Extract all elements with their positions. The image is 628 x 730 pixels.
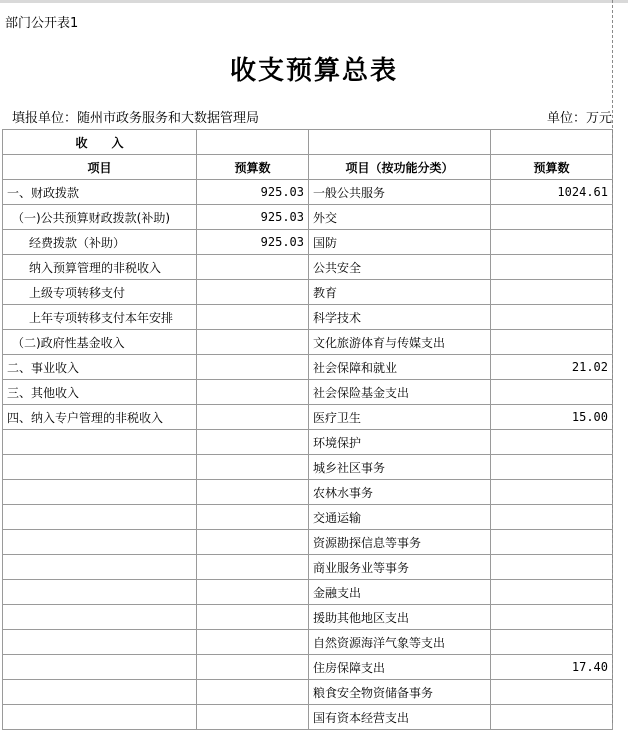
expense-item-cell[interactable]: 医疗卫生 <box>309 405 491 430</box>
income-budget-cell[interactable] <box>197 305 309 330</box>
table-row <box>3 330 613 355</box>
expense-item-cell[interactable]: 农林水事务 <box>309 480 491 505</box>
expense-budget-cell[interactable] <box>491 205 613 230</box>
expense-group-header[interactable] <box>309 130 491 155</box>
expense-budget-cell[interactable]: 21.02 <box>491 355 613 380</box>
income-item-cell[interactable]: 一、财政拨款 <box>3 180 197 205</box>
income-budget-cell[interactable] <box>197 405 309 430</box>
expense-budget-cell[interactable]: 17.40 <box>491 655 613 680</box>
expense-item-cell[interactable]: 援助其他地区支出 <box>309 605 491 630</box>
income-item-cell[interactable] <box>3 680 197 705</box>
expense-item-cell[interactable]: 交通运输 <box>309 505 491 530</box>
income-budget-cell[interactable] <box>197 330 309 355</box>
income-budget-cell[interactable] <box>197 255 309 280</box>
income-group-header-extension[interactable] <box>197 130 309 155</box>
income-budget-cell[interactable] <box>197 455 309 480</box>
currency-unit: 单位：万元 <box>546 111 612 126</box>
expense-budget-cell[interactable] <box>491 705 613 730</box>
income-item-cell[interactable]: 四、纳入专户管理的非税收入 <box>3 405 197 430</box>
table-header-row <box>3 130 613 155</box>
income-item-cell[interactable] <box>3 580 197 605</box>
income-item-cell[interactable] <box>3 630 197 655</box>
col-item-header[interactable]: 项目 <box>3 155 197 180</box>
table-row <box>3 355 613 380</box>
col-budget2-header[interactable]: 预算数 <box>491 155 613 180</box>
table-row <box>3 605 613 630</box>
expense-budget-cell[interactable] <box>491 530 613 555</box>
reporting-unit: 填报单位：随州市政务服务和大数据管理局 <box>12 111 260 126</box>
income-budget-cell[interactable] <box>197 580 309 605</box>
income-budget-cell[interactable]: 925.03 <box>197 205 309 230</box>
income-budget-cell[interactable] <box>197 605 309 630</box>
table-row <box>3 205 613 230</box>
income-item-cell[interactable] <box>3 480 197 505</box>
income-item-cell[interactable]: 纳入预算管理的非税收入 <box>3 255 197 280</box>
table-body <box>3 180 613 730</box>
col-budget-header[interactable]: 预算数 <box>197 155 309 180</box>
sheet-label: 部门公开表1 <box>5 16 79 31</box>
expense-budget-cell[interactable] <box>491 330 613 355</box>
page-break-line <box>612 0 613 723</box>
expense-item-cell[interactable]: 教育 <box>309 280 491 305</box>
income-item-cell[interactable]: 上年专项转移支付本年安排 <box>3 305 197 330</box>
expense-item-cell[interactable]: 国防 <box>309 230 491 255</box>
income-item-cell[interactable]: （二)政府性基金收入 <box>3 330 197 355</box>
income-item-cell[interactable]: （一)公共预算财政拨款(补助) <box>3 205 197 230</box>
expense-item-cell[interactable]: 公共安全 <box>309 255 491 280</box>
income-item-cell[interactable]: 三、其他收入 <box>3 380 197 405</box>
expense-budget-cell[interactable] <box>491 680 613 705</box>
expense-budget-cell[interactable]: 1024.61 <box>491 180 613 205</box>
table-row <box>3 230 613 255</box>
income-item-cell[interactable]: 二、事业收入 <box>3 355 197 380</box>
income-budget-cell[interactable]: 925.03 <box>197 180 309 205</box>
expense-budget-cell[interactable] <box>491 455 613 480</box>
table-row <box>3 380 613 405</box>
table-row <box>3 705 613 730</box>
expense-item-cell[interactable]: 自然资源海洋气象等支出 <box>309 630 491 655</box>
expense-item-cell[interactable]: 文化旅游体育与传媒支出 <box>309 330 491 355</box>
expense-item-cell[interactable]: 社会保险基金支出 <box>309 380 491 405</box>
expense-budget-cell[interactable] <box>491 230 613 255</box>
income-item-cell[interactable]: 上级专项转移支付 <box>3 280 197 305</box>
expense-item-cell[interactable]: 外交 <box>309 205 491 230</box>
income-budget-cell[interactable] <box>197 630 309 655</box>
expense-budget-cell[interactable] <box>491 630 613 655</box>
expense-budget-cell[interactable] <box>491 280 613 305</box>
income-budget-cell[interactable] <box>197 530 309 555</box>
table-row <box>3 630 613 655</box>
expense-budget-cell[interactable] <box>491 605 613 630</box>
expense-item-cell[interactable]: 社会保障和就业 <box>309 355 491 380</box>
page-title: 收支预算总表 <box>229 56 398 86</box>
table-row <box>3 180 613 205</box>
income-budget-cell[interactable] <box>197 555 309 580</box>
income-item-cell[interactable] <box>3 605 197 630</box>
income-budget-cell[interactable] <box>197 655 309 680</box>
income-budget-cell[interactable] <box>197 680 309 705</box>
income-item-cell[interactable] <box>3 430 197 455</box>
income-item-cell[interactable] <box>3 705 197 730</box>
income-budget-cell[interactable] <box>197 380 309 405</box>
column-header-strip <box>0 0 628 3</box>
table-row <box>3 580 613 605</box>
expense-budget-cell[interactable] <box>491 480 613 505</box>
expense-item-cell[interactable]: 环境保护 <box>309 430 491 455</box>
budget-table <box>2 129 613 730</box>
expense-item-cell[interactable]: 资源勘探信息等事务 <box>309 530 491 555</box>
expense-item-cell[interactable]: 商业服务业等事务 <box>309 555 491 580</box>
income-item-cell[interactable] <box>3 655 197 680</box>
income-budget-cell[interactable] <box>197 480 309 505</box>
expense-budget-cell[interactable] <box>491 305 613 330</box>
income-budget-cell[interactable]: 925.03 <box>197 230 309 255</box>
table-row <box>3 555 613 580</box>
income-item-cell[interactable] <box>3 530 197 555</box>
income-item-cell[interactable]: 经费拨款（补助） <box>3 230 197 255</box>
expense-budget-cell[interactable] <box>491 255 613 280</box>
expense-item-cell[interactable]: 城乡社区事务 <box>309 455 491 480</box>
income-budget-cell[interactable] <box>197 705 309 730</box>
table-row <box>3 530 613 555</box>
expense-budget-cell[interactable] <box>491 430 613 455</box>
income-item-cell[interactable] <box>3 505 197 530</box>
expense-budget-cell[interactable]: 15.00 <box>491 405 613 430</box>
income-item-cell[interactable] <box>3 455 197 480</box>
table-row <box>3 455 613 480</box>
expense-budget-cell[interactable] <box>491 505 613 530</box>
expense-budget-cell[interactable] <box>491 555 613 580</box>
col-item-func-header[interactable]: 项目（按功能分类） <box>309 155 491 180</box>
table-row <box>3 480 613 505</box>
income-group-header[interactable]: 收 入 <box>3 130 197 155</box>
income-budget-cell[interactable] <box>197 430 309 455</box>
expense-item-cell[interactable]: 一般公共服务 <box>309 180 491 205</box>
expense-item-cell[interactable]: 金融支出 <box>309 580 491 605</box>
income-budget-cell[interactable] <box>197 355 309 380</box>
expense-item-cell[interactable]: 国有资本经营支出 <box>309 705 491 730</box>
table-row <box>3 430 613 455</box>
income-budget-cell[interactable] <box>197 505 309 530</box>
table-row <box>3 655 613 680</box>
expense-budget-cell[interactable] <box>491 380 613 405</box>
table-row <box>3 680 613 705</box>
expense-item-cell[interactable]: 住房保障支出 <box>309 655 491 680</box>
table-row <box>3 405 613 430</box>
table-column-row <box>3 155 613 180</box>
table-row <box>3 280 613 305</box>
table-row <box>3 255 613 280</box>
table-row <box>3 305 613 330</box>
income-budget-cell[interactable] <box>197 280 309 305</box>
expense-item-cell[interactable]: 粮食安全物资储备事务 <box>309 680 491 705</box>
table-row <box>3 505 613 530</box>
expense-group-header-extension[interactable] <box>491 130 613 155</box>
income-item-cell[interactable] <box>3 555 197 580</box>
expense-item-cell[interactable]: 科学技术 <box>309 305 491 330</box>
expense-budget-cell[interactable] <box>491 580 613 605</box>
